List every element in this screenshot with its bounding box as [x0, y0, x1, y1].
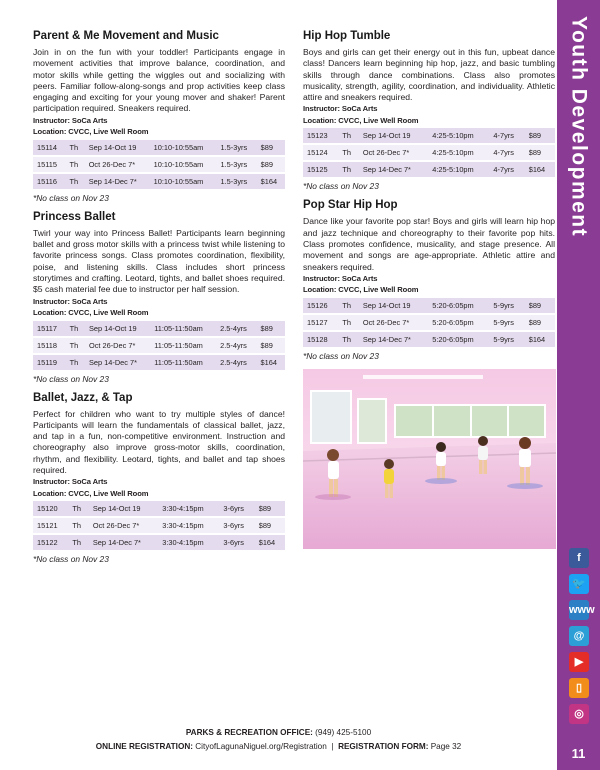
- ages: 3-6yrs: [219, 517, 254, 534]
- schedule-table: [33, 321, 285, 372]
- time: 3:30-4:15pm: [158, 534, 219, 551]
- dates: Sep 14-Oct 19: [85, 321, 150, 337]
- class-instructor: Instructor: SoCa Arts: [33, 477, 108, 487]
- fee: $164: [257, 173, 285, 190]
- class-description: Dance like your favorite pop star! Boys and girls will learn hip hop and jazz technique and choreography to their favorite pop hits. Class promotes confidence, musicality, and stage presence. All movement and songs are age-appropriate. Athletic attire and sneakers required.: [303, 216, 555, 272]
- schedule-row: [33, 534, 285, 551]
- schedule-row: [303, 161, 555, 178]
- class-instructor: Instructor: SoCa Arts: [33, 115, 108, 125]
- time: 5:20-6:05pm: [428, 314, 489, 331]
- schedule-row: [303, 314, 555, 331]
- schedule-row: [33, 354, 285, 371]
- email-icon[interactable]: @: [569, 626, 589, 646]
- fee: $89: [525, 298, 555, 314]
- right-column: [303, 30, 555, 369]
- instagram-icon[interactable]: ◎: [569, 704, 589, 724]
- fee: $89: [525, 314, 555, 331]
- class-instructor: Instructor: SoCa Arts: [303, 273, 378, 283]
- ages: 3-6yrs: [219, 501, 254, 517]
- class-note: *No class on Nov 23: [303, 350, 379, 361]
- class-location: Location: CVCC, Live Well Room: [33, 308, 149, 318]
- left-column: [33, 30, 285, 572]
- class-title: Parent & Me Movement and Music: [33, 30, 219, 42]
- dates: Sep 14-Oct 19: [359, 128, 428, 144]
- class-note: *No class on Nov 23: [33, 554, 109, 565]
- globe-icon[interactable]: www: [569, 600, 589, 620]
- time: 4:25-5:10pm: [428, 161, 489, 178]
- schedule-table: [303, 128, 555, 179]
- ages: 1.5-3yrs: [216, 173, 256, 190]
- course-number: 15118: [33, 337, 66, 354]
- class-section: [33, 30, 285, 203]
- time: 10:10-10:55am: [150, 156, 217, 173]
- class-section: [33, 211, 285, 384]
- day: Th: [338, 161, 359, 178]
- day: Th: [338, 298, 359, 314]
- course-number: 15116: [33, 173, 65, 190]
- dates: Oct 26-Dec 7*: [359, 144, 428, 161]
- class-location: Location: CVCC, Live Well Room: [33, 127, 149, 137]
- class-location: Location: CVCC, Live Well Room: [303, 115, 419, 125]
- fee: $164: [255, 534, 285, 551]
- fee: $164: [525, 161, 555, 178]
- time: 11:05-11:50am: [150, 321, 216, 337]
- time: 5:20-6:05pm: [428, 331, 489, 348]
- schedule-row: [33, 501, 285, 517]
- schedule-row: [303, 128, 555, 144]
- class-section: [303, 30, 555, 191]
- course-number: 15122: [33, 534, 68, 551]
- sidebar-title-text: Youth Development: [567, 16, 591, 238]
- dates: Oct 26-Dec 7*: [85, 337, 150, 354]
- ages: 2.5-4yrs: [216, 337, 256, 354]
- ages: 5-9yrs: [489, 298, 524, 314]
- day: Th: [66, 321, 85, 337]
- course-number: 15123: [303, 128, 338, 144]
- ages: 5-9yrs: [489, 331, 524, 348]
- time: 3:30-4:15pm: [158, 517, 219, 534]
- time: 11:05-11:50am: [150, 354, 216, 371]
- schedule-row: [303, 144, 555, 161]
- course-number: 15120: [33, 501, 68, 517]
- day: Th: [68, 501, 89, 517]
- schedule-row: [33, 173, 285, 190]
- phone-icon[interactable]: ▯: [569, 678, 589, 698]
- page-number: 11: [571, 746, 586, 761]
- ages: 4-7yrs: [489, 161, 524, 178]
- ages: 3-6yrs: [219, 534, 254, 551]
- schedule-table: [303, 298, 555, 349]
- fee: $89: [255, 501, 285, 517]
- schedule-row: [33, 337, 285, 354]
- schedule-table: [33, 140, 285, 191]
- ages: 2.5-4yrs: [216, 354, 256, 371]
- ages: 4-7yrs: [489, 144, 524, 161]
- sidebar-title: [557, 0, 600, 290]
- footer-separator: |: [331, 742, 334, 751]
- youtube-icon[interactable]: ▶: [569, 652, 589, 672]
- fee: $89: [525, 128, 555, 144]
- dates: Sep 14-Dec 7*: [359, 331, 428, 348]
- twitter-icon[interactable]: 🐦: [569, 574, 589, 594]
- day: Th: [65, 173, 84, 190]
- office-label: PARKS & RECREATION OFFICE:: [185, 728, 313, 737]
- dates: Oct 26-Dec 7*: [359, 314, 428, 331]
- ages: 4-7yrs: [489, 128, 524, 144]
- class-note: *No class on Nov 23: [33, 373, 109, 384]
- dates: Oct 26-Dec 7*: [89, 517, 158, 534]
- day: Th: [66, 337, 85, 354]
- time: 10:10-10:55am: [150, 140, 217, 156]
- schedule-row: [303, 298, 555, 314]
- course-number: 15126: [303, 298, 338, 314]
- class-description: Join in on the fun with your toddler! Participants engage in movement activities that improve balance, coordination, and motor skills while getting the wiggles out and socializing with peers. Familiar follow-along-songs and prop activities keep class engaging and exciting for your young mover and shaker! Parent participation required. Sneakers required.: [33, 47, 285, 114]
- course-number: 15117: [33, 321, 66, 337]
- schedule-table: [33, 501, 285, 552]
- class-title: Princess Ballet: [33, 210, 116, 223]
- time: 4:25-5:10pm: [428, 144, 489, 161]
- class-title: Pop Star Hip Hop: [303, 199, 398, 212]
- dates: Sep 14-Oct 19: [89, 501, 158, 517]
- dates: Sep 14-Dec 7*: [89, 534, 158, 551]
- footer-office: [0, 728, 557, 737]
- dates: Sep 14-Oct 19: [85, 140, 150, 156]
- day: Th: [338, 331, 359, 348]
- class-instructor: Instructor: SoCa Arts: [33, 296, 108, 306]
- facebook-icon[interactable]: f: [569, 548, 589, 568]
- class-note: *No class on Nov 23: [303, 181, 379, 192]
- time: 3:30-4:15pm: [158, 501, 219, 517]
- class-location: Location: CVCC, Live Well Room: [303, 285, 419, 295]
- day: Th: [65, 156, 84, 173]
- schedule-row: [33, 321, 285, 337]
- day: Th: [65, 140, 84, 156]
- class-description: Boys and girls can get their energy out in this fun, upbeat dance class! Dancers learn beginning hip hop, jazz, and basic tumbling skills through dance combinations. Class also promotes musicality, strength, agility, coordination, and individuality. Athletic attire and sneakers required.: [303, 47, 555, 103]
- dates: Sep 14-Dec 7*: [85, 354, 150, 371]
- fee: $164: [525, 331, 555, 348]
- day: Th: [338, 144, 359, 161]
- class-section: [303, 199, 555, 360]
- day: Th: [68, 517, 89, 534]
- section-sidebar: [557, 0, 600, 770]
- course-number: 15121: [33, 517, 68, 534]
- ages: 2.5-4yrs: [216, 321, 256, 337]
- day: Th: [338, 128, 359, 144]
- fee: $89: [257, 321, 285, 337]
- course-number: 15119: [33, 354, 66, 371]
- class-location: Location: CVCC, Live Well Room: [33, 488, 149, 498]
- fee: $89: [255, 517, 285, 534]
- time: 11:05-11:50am: [150, 337, 216, 354]
- ages: 1.5-3yrs: [216, 156, 256, 173]
- dates: Sep 14-Oct 19: [359, 298, 428, 314]
- course-number: 15127: [303, 314, 338, 331]
- class-description: Twirl your way into Princess Ballet! Participants learn beginning ballet and gross motor skills with a princess twist while listening to favorite princess songs. Class promotes coordination, flexibility, poise, and listening skills. Class includes short princess storytimes and crafting. Leotard, tights, and ballet shoes required. $5 cash material fee due to instructor per half session.: [33, 227, 285, 295]
- dance-class-photo: [303, 369, 556, 549]
- class-title: Hip Hop Tumble: [303, 30, 391, 42]
- dates: Sep 14-Dec 7*: [85, 173, 150, 190]
- time: 10:10-10:55am: [150, 173, 217, 190]
- class-description: Perfect for children who want to try multiple styles of dance! Participants will learn the fundamentals of classical ballet, jazz, and tap in a fun, non-competitive environment. Instruction and choreography also improve gross-motor skills, coordination, rhythm, and flexibility. Leotard, tights, and ballet and tap shoes required.: [33, 408, 285, 476]
- class-instructor: Instructor: SoCa Arts: [303, 104, 378, 114]
- fee: $89: [525, 144, 555, 161]
- ages: 5-9yrs: [489, 314, 524, 331]
- time: 4:25-5:10pm: [428, 128, 489, 144]
- schedule-row: [33, 517, 285, 534]
- schedule-row: [33, 140, 285, 156]
- class-title: Ballet, Jazz, & Tap: [33, 391, 133, 404]
- fee: $89: [257, 337, 285, 354]
- ages: 1.5-3yrs: [216, 140, 256, 156]
- time: 5:20-6:05pm: [428, 298, 489, 314]
- class-section: [33, 392, 285, 565]
- course-number: 15128: [303, 331, 338, 348]
- fee: $89: [257, 140, 285, 156]
- course-number: 15125: [303, 161, 338, 178]
- registration-form-page[interactable]: Page 32: [430, 742, 462, 751]
- dates: Oct 26-Dec 7*: [85, 156, 150, 173]
- fee: $89: [257, 156, 285, 173]
- schedule-row: [303, 331, 555, 348]
- course-number: 15114: [33, 140, 65, 156]
- registration-form-label: REGISTRATION FORM:: [338, 742, 429, 751]
- fee: $164: [257, 354, 285, 371]
- course-number: 15124: [303, 144, 338, 161]
- dates: Sep 14-Dec 7*: [359, 161, 428, 178]
- day: Th: [66, 354, 85, 371]
- class-note: *No class on Nov 23: [33, 192, 109, 203]
- online-registration-label: ONLINE REGISTRATION:: [95, 742, 193, 751]
- day: Th: [68, 534, 89, 551]
- footer-registration: [0, 742, 557, 751]
- schedule-row: [33, 156, 285, 173]
- day: Th: [338, 314, 359, 331]
- course-number: 15115: [33, 156, 65, 173]
- office-phone: (949) 425-5100: [315, 728, 372, 737]
- online-registration-url[interactable]: CityofLagunaNiguel.org/Registration: [195, 742, 327, 751]
